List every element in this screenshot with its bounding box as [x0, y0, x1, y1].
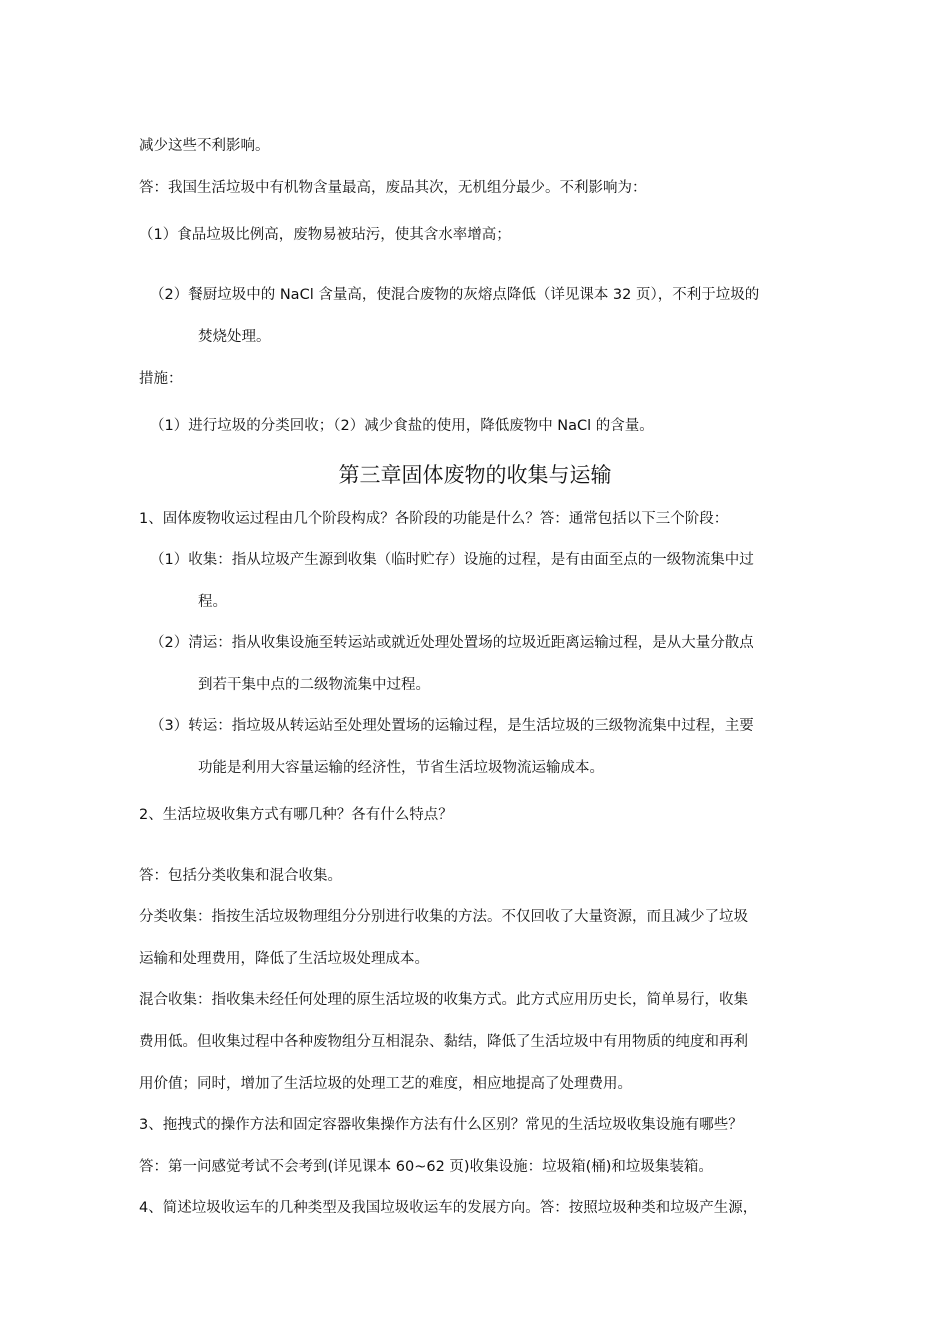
list-item: （2）餐厨垃圾中的 NaCl 含量高，使混合废物的灰熔点降低（详见课本 32 页），不利于垃圾的	[150, 287, 760, 303]
question-line: 2、生活垃圾收集方式有哪几种？各有什么特点？	[139, 807, 453, 823]
list-item: （1）食品垃圾比例高，废物易被玷污，使其含水率增高；	[139, 227, 511, 243]
text-line: 用价值；同时，增加了生活垃圾的处理工艺的难度，相应地提高了处理费用。	[139, 1076, 632, 1092]
chapter-title: 第三章固体废物的收集与运输	[338, 463, 612, 487]
text-line: 措施：	[139, 371, 183, 387]
text-line: 混合收集：指收集未经任何处理的原生活垃圾的收集方式。此方式应用历史长，简单易行，收集	[139, 992, 748, 1008]
question-line: 1、固体废物收运过程由几个阶段构成？各阶段的功能是什么？答：通常包括以下三个阶段：	[139, 511, 729, 527]
answer-line: 答：我国生活垃圾中有机物含量最高，废品其次，无机组分最少。不利影响为：	[139, 180, 647, 196]
list-item: （1）收集：指从垃圾产生源到收集（临时贮存）设施的过程，是有由面至点的一级物流集中过	[150, 552, 754, 568]
list-item-continuation: 功能是利用大容量运输的经济性，节省生活垃圾物流运输成本。	[198, 760, 604, 776]
text-line: 减少这些不利影响。	[139, 138, 270, 154]
list-item: （1）进行垃圾的分类回收；（2）减少食盐的使用，降低废物中 NaCl 的含量。	[150, 418, 654, 434]
text-line: 费用低。但收集过程中各种废物组分互相混杂、黏结，降低了生活垃圾中有用物质的纯度和再利	[139, 1034, 748, 1050]
list-item-continuation: 到若干集中点的二级物流集中过程。	[198, 677, 430, 693]
question-line: 4、简述垃圾收运车的几种类型及我国垃圾收运车的发展方向。答：按照垃圾种类和垃圾产生源，	[139, 1200, 758, 1216]
question-line: 3、拖拽式的操作方法和固定容器收集操作方法有什么区别？常见的生活垃圾收集设施有哪些？	[139, 1117, 743, 1133]
list-item-continuation: 焚烧处理。	[198, 329, 271, 345]
text-line: 运输和处理费用，降低了生活垃圾处理成本。	[139, 951, 429, 967]
text-line: 分类收集：指按生活垃圾物理组分分别进行收集的方法。不仅回收了大量资源，而且减少了垃圾	[139, 909, 748, 925]
answer-line: 答：包括分类收集和混合收集。	[139, 868, 342, 884]
list-item-continuation: 程。	[198, 594, 227, 610]
list-item: （2）清运：指从收集设施至转运站或就近处理处置场的垃圾近距离运输过程，是从大量分散点	[150, 635, 754, 651]
answer-line: 答：第一问感觉考试不会考到(详见课本 60~62 页)收集设施：垃圾箱(桶)和垃圾集装箱。	[139, 1159, 713, 1175]
list-item: （3）转运：指垃圾从转运站至处理处置场的运输过程，是生活垃圾的三级物流集中过程，主要	[150, 718, 754, 734]
